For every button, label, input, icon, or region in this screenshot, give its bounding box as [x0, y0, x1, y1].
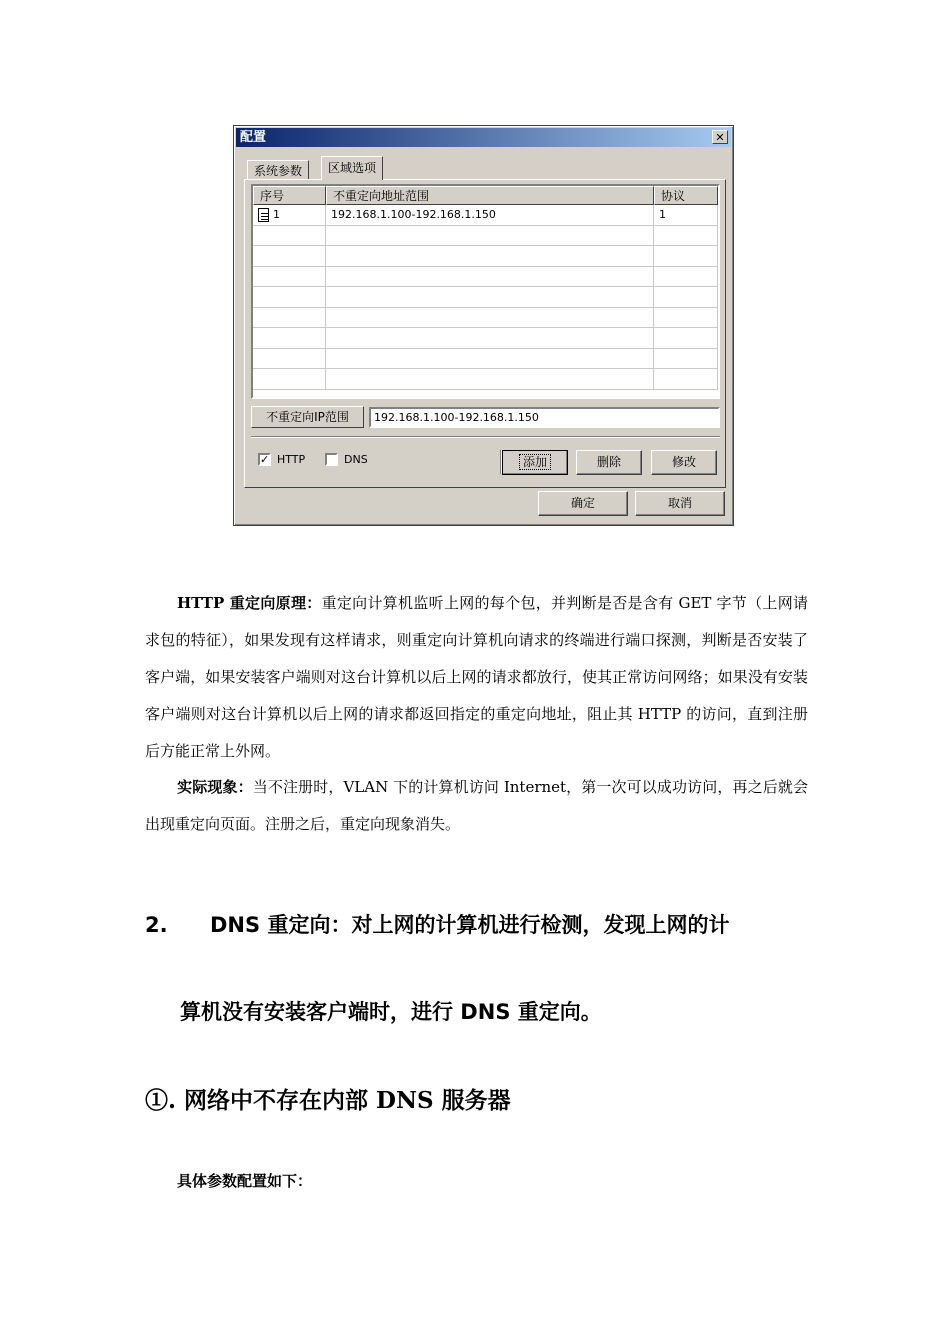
table-row — [253, 287, 718, 308]
subsection-heading: ①. 网络中不存在内部 DNS 服务器 — [145, 1087, 511, 1114]
table-row — [253, 369, 718, 390]
config-dialog — [233, 125, 734, 526]
ip-range-label: 不重定向IP范围 — [251, 406, 364, 428]
edit-button[interactable]: 修改 — [651, 450, 717, 475]
http-redirect-paragraph — [145, 585, 808, 770]
ip-range-input[interactable]: 192.168.1.100-192.168.1.150 — [369, 407, 720, 428]
section-title-line2: 算机没有安装客户端时，进行 DNS 重定向。 — [180, 1000, 602, 1024]
table-row — [253, 226, 718, 247]
checkbox-unchecked-icon — [325, 453, 338, 466]
divider — [251, 436, 720, 438]
cancel-button[interactable]: 取消 — [635, 491, 725, 516]
dialog-titlebar — [236, 128, 731, 147]
dialog-title: 配置 — [240, 130, 267, 145]
ok-button[interactable]: 确定 — [538, 491, 628, 516]
row-protocol: 1 — [654, 205, 718, 225]
paragraph-lead: HTTP 重定向原理： — [177, 594, 322, 612]
table-row — [253, 349, 718, 370]
add-button-label: 添加 — [519, 454, 551, 470]
table-row — [253, 328, 718, 349]
tab-zone-options[interactable]: 区域选项 — [321, 156, 383, 180]
add-button[interactable] — [502, 450, 568, 475]
list-header — [253, 186, 718, 205]
http-checkbox[interactable] — [258, 453, 305, 466]
paragraph-text: 当不注册时，VLAN 下的计算机访问 Internet，第一次可以成功访问，再之后就会出现重定向页面。注册之后，重定向现象消失。 — [145, 778, 808, 833]
row-range: 192.168.1.100-192.168.1.150 — [326, 205, 654, 225]
column-header-index[interactable]: 序号 — [253, 186, 326, 205]
table-row[interactable] — [253, 205, 718, 226]
document-icon — [258, 208, 269, 222]
paragraph-text: 重定向计算机监听上网的每个包，并判断是否是含有 GET 字节（上网请求包的特征），如果发现有这样请求，则重定向计算机向请求的终端进行端口探测，判断是否安装了客户端，如果安装客户端则对这台计算机以后上网的请求都放行，使其正常访问网络；如果没有安装客户端则对这台计算机以后上网的请求都返回指定的重定向地址，阻止其 HTTP 的访问，直到注册后方能正常上外网。 — [145, 594, 808, 760]
row-index-cell — [253, 205, 326, 225]
row-index: 1 — [273, 208, 280, 221]
dns-checkbox-label: DNS — [344, 453, 368, 466]
zone-options-panel — [244, 179, 726, 488]
table-row — [253, 267, 718, 288]
checkbox-checked-icon: ✓ — [260, 453, 270, 466]
config-note: 具体参数配置如下： — [177, 1172, 313, 1190]
close-icon[interactable]: ✕ — [712, 130, 728, 144]
paragraph-lead: 实际现象： — [177, 778, 253, 796]
actual-phenomenon-paragraph — [145, 769, 808, 843]
delete-button[interactable]: 删除 — [576, 450, 642, 475]
table-row — [253, 246, 718, 267]
column-header-protocol[interactable]: 协议 — [654, 186, 718, 205]
section-number: 2. — [145, 913, 168, 937]
table-row — [253, 308, 718, 329]
redirect-exclusion-list[interactable] — [251, 184, 720, 399]
section-title-line1: DNS 重定向：对上网的计算机进行检测，发现上网的计 — [210, 913, 730, 937]
dns-checkbox[interactable] — [325, 453, 368, 466]
http-checkbox-label: HTTP — [277, 453, 306, 466]
tab-system-params[interactable]: 系统参数 — [247, 160, 309, 179]
column-header-range[interactable]: 不重定向地址范围 — [326, 186, 654, 205]
